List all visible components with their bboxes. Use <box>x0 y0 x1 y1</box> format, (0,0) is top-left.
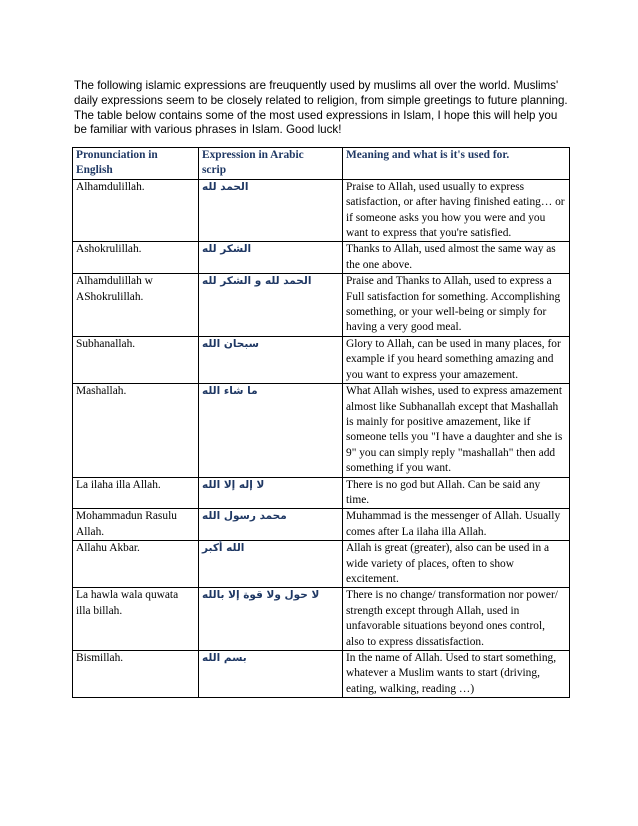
table-row <box>73 384 570 477</box>
table-row <box>73 179 570 242</box>
header-pronunciation <box>73 148 199 180</box>
english-cell: Mashallah. <box>73 384 199 477</box>
header-meaning: Meaning and what is it's used for. <box>343 148 570 180</box>
meaning-cell: Thanks to Allah, used almost the same way as the one above. <box>343 242 570 274</box>
table-row <box>73 541 570 588</box>
arabic-cell: الله أكبر <box>199 541 343 588</box>
english-cell: La ilaha illa Allah. <box>73 477 199 509</box>
meaning-cell: Glory to Allah, can be used in many places, for example if you heard something amazing and you want to express your amazement. <box>343 336 570 383</box>
meaning-cell: Praise and Thanks to Allah, used to express a Full satisfaction for something. Accomplishing something, or your well-being or simply for having a very good meal. <box>343 274 570 337</box>
arabic-cell: لا إله إلا الله <box>199 477 343 509</box>
meaning-cell: There is no change/ transformation nor power/ strength except through Allah, used in unfavorable situations beyond ones control, also to express dissatisfaction. <box>343 588 570 651</box>
arabic-cell: بسم الله <box>199 651 343 698</box>
english-cell: Bismillah. <box>73 651 199 698</box>
table-row <box>73 274 570 337</box>
english-cell: Alhamdulillah. <box>73 179 199 242</box>
arabic-cell: لا حول ولا قوة إلا بالله <box>199 588 343 651</box>
table-row <box>73 242 570 274</box>
english-cell: Ashokrulillah. <box>73 242 199 274</box>
header-arabic-line2: scrip <box>202 164 227 177</box>
header-arabic-line1: Expression in Arabic <box>202 149 304 161</box>
table-row <box>73 509 570 541</box>
meaning-cell: In the name of Allah. Used to start something, whatever a Muslim wants to start (driving, eating, walking, reading …) <box>343 651 570 698</box>
header-pronunciation-line2: English <box>76 164 113 177</box>
meaning-cell: There is no god but Allah. Can be said any time. <box>343 477 570 509</box>
table-header-row <box>73 148 570 180</box>
meaning-cell: Allah is great (greater), also can be used in a wide variety of places, often to show excitement. <box>343 541 570 588</box>
table-row <box>73 336 570 383</box>
arabic-cell: سبحان الله <box>199 336 343 383</box>
header-arabic <box>199 148 343 180</box>
arabic-cell: ما شاء الله <box>199 384 343 477</box>
table-row <box>73 651 570 698</box>
table-row <box>73 477 570 509</box>
english-cell: Subhanallah. <box>73 336 199 383</box>
meaning-cell: Praise to Allah, used usually to express satisfaction, or after having finished eating… or if someone asks you how you were and you want to express that you're satisfied. <box>343 179 570 242</box>
header-pronunciation-line1: Pronunciation in <box>76 149 158 161</box>
arabic-cell: الحمد لله <box>199 179 343 242</box>
english-cell: Mohammadun Rasulu Allah. <box>73 509 199 541</box>
intro-paragraph: The following islamic expressions are freuquently used by muslims all over the world. Muslims' daily expressions seem to be closely related to religion, from simple greetings to future planning. The table below contains some of the most used expressions in Islam, I hope this will help you be familiar with various phrases in Islam. Good luck! <box>74 79 568 137</box>
arabic-cell: الحمد لله و الشكر لله <box>199 274 343 337</box>
meaning-cell: What Allah wishes, used to express amazement almost like Subhanallah except that Mashallah is mainly for positive amazement, like if someone tells you "I have a daughter and she is 9" you can simply reply "mashallah" then add something if you want. <box>343 384 570 477</box>
english-cell: Alhamdulillah w AShokrulillah. <box>73 274 199 337</box>
english-cell: La hawla wala quwata illa billah. <box>73 588 199 651</box>
expressions-table <box>72 147 570 698</box>
table-row <box>73 588 570 651</box>
arabic-cell: الشكر لله <box>199 242 343 274</box>
meaning-cell: Muhammad is the messenger of Allah. Usually comes after La ilaha illa Allah. <box>343 509 570 541</box>
arabic-cell: محمد رسول الله <box>199 509 343 541</box>
english-cell: Allahu Akbar. <box>73 541 199 588</box>
